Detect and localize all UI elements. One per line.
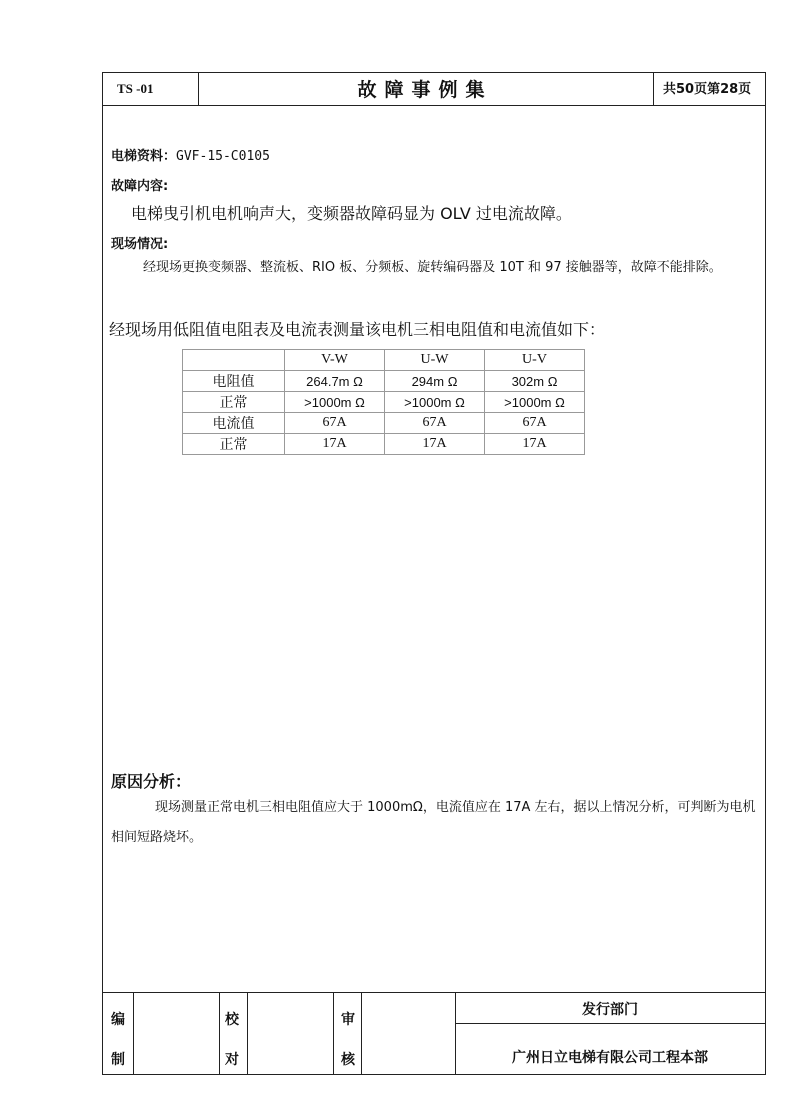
cause-text: 现场测量正常电机三相电阻值应大于 1000mΩ，电流值应在 17A 左右，据以上情况分析，可判断为电机相间短路烧坏。 (111, 800, 756, 845)
fault-description: 电梯曳引机电机响声大，变频器故障码显为 OLV 过电流故障。 (131, 204, 572, 223)
table-header-cell: U-W (385, 350, 485, 371)
compiled-by-label-1: 编 (111, 1012, 125, 1028)
row-label: 电流值 (183, 413, 285, 434)
table-header-cell: U-V (485, 350, 585, 371)
issuing-dept-title: 发行部门 (582, 1002, 638, 1018)
row-label: 正常 (183, 392, 285, 413)
table-cell: 302m Ω (485, 371, 585, 392)
checked-by-label-1: 校 (225, 1012, 239, 1028)
table-cell: 17A (285, 434, 385, 455)
divider (361, 993, 362, 1075)
table-cell: 67A (485, 413, 585, 434)
elevator-info (111, 145, 270, 164)
row-label: 电阻值 (183, 371, 285, 392)
divider (333, 993, 334, 1075)
table-cell: 67A (385, 413, 485, 434)
reviewed-by-label-1: 审 (341, 1012, 355, 1028)
doc-code: TS -01 (103, 73, 199, 105)
cause-title: 原因分析： (111, 772, 192, 791)
table-row (183, 392, 585, 413)
site-label-text: 现场情况: (111, 237, 169, 252)
table-cell: 264.7m Ω (285, 371, 385, 392)
fault-label (111, 175, 168, 194)
table-cell: 17A (485, 434, 585, 455)
fault-label-text: 故障内容: (111, 179, 169, 194)
table-cell: 67A (285, 413, 385, 434)
table-cell: >1000m Ω (285, 392, 385, 413)
checked-by-label-2: 对 (225, 1052, 239, 1068)
table-header-cell (183, 350, 285, 371)
compiled-by-label-2: 制 (111, 1052, 125, 1068)
reviewed-by-label-2: 核 (341, 1052, 355, 1068)
page-indicator: 共50页第28页 (653, 73, 765, 105)
site-label (111, 233, 168, 252)
divider (247, 993, 248, 1075)
table-row (183, 371, 585, 392)
divider (219, 993, 220, 1075)
table-row (183, 434, 585, 455)
divider (133, 993, 134, 1075)
row-label: 正常 (183, 434, 285, 455)
table-cell: 294m Ω (385, 371, 485, 392)
footer-signoff (103, 992, 765, 1075)
table-row (183, 413, 585, 434)
measurement-table (182, 349, 585, 455)
measure-intro: 经现场用低阻值电阻表及电流表测量该电机三相电阻值和电流值如下： (109, 320, 606, 339)
table-header-cell: V-W (285, 350, 385, 371)
doc-title: 故障事例集 (357, 79, 493, 101)
issuing-dept-name: 广州日立电梯有限公司工程本部 (512, 1050, 708, 1066)
elevator-model: GVF-15-C0105 (176, 149, 270, 164)
table-cell: >1000m Ω (485, 392, 585, 413)
divider (455, 1023, 765, 1024)
table-cell: 17A (385, 434, 485, 455)
document-frame (102, 72, 766, 1075)
header-row (103, 73, 765, 106)
table-header-row (183, 350, 585, 371)
site-description: 经现场更换变频器、整流板、RIO 板、分频板、旋转编码器及 10T 和 97 接触器等，故障不能排除。 (143, 260, 722, 275)
table-cell: >1000m Ω (385, 392, 485, 413)
elevator-label: 电梯资料： (111, 149, 177, 164)
